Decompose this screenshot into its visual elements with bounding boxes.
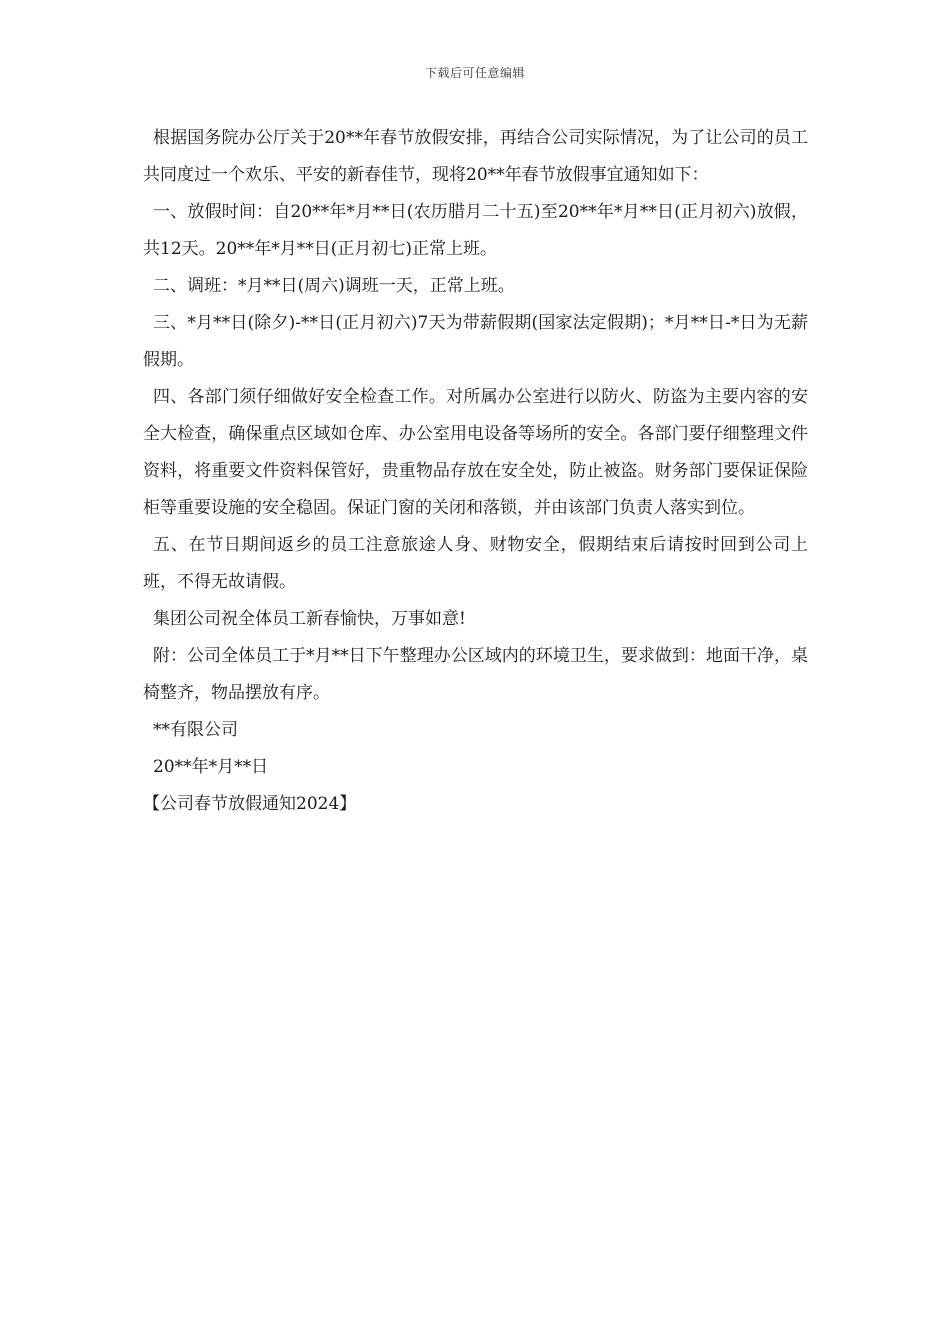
signature-date: 20**年*月**日 <box>153 757 269 777</box>
document-body <box>143 120 808 823</box>
item-travel-safety: 五、在节日期间返乡的员工注意旅途人身、财物安全，假期结束后请按时回到公司上班，不得无故请假。 <box>143 535 808 592</box>
company-signature: **有限公司 <box>153 720 238 740</box>
appendix-paragraph: 附：公司全体员工于*月**日下午整理办公区域内的环境卫生，要求做到：地面干净，桌椅整齐，物品摆放有序。 <box>143 646 808 703</box>
document-title: 【公司春节放假通知2024】 <box>143 794 357 814</box>
item-safety-inspection: 四、各部门须仔细做好安全检查工作。对所属办公室进行以防火、防盗为主要内容的安全大检查，确保重点区域如仓库、办公室用电设备等场所的安全。各部门要仔细整理文件资料，将重要文件资料保管好，贵重物品存放在安全处，防止被盗。财务部门要保证保险柜等重要设施的安全稳固。保证门窗的关闭和落锁，并由该部门负责人落实到位。 <box>143 387 808 518</box>
item-paid-leave: 三、*月**日(除夕)-**日(正月初六)7天为带薪假期(国家法定假期)；*月**日-*日为无薪假期。 <box>143 313 808 370</box>
intro-paragraph: 根据国务院办公厅关于20**年春节放假安排，再结合公司实际情况，为了让公司的员工共同度过一个欢乐、平安的新春佳节，现将20**年春节放假事宜通知如下： <box>143 128 808 185</box>
page-header-note: 下载后可任意编辑 <box>424 66 525 80</box>
greeting-paragraph: 集团公司祝全体员工新春愉快，万事如意! <box>153 609 466 629</box>
item-shift-adjustment: 二、调班：*月**日(周六)调班一天，正常上班。 <box>153 276 515 296</box>
item-holiday-time: 一、放假时间：自20**年*月**日(农历腊月二十五)至20**年*月**日(正月初六)放假，共12天。20**年*月**日(正月初七)正常上班。 <box>143 202 808 259</box>
